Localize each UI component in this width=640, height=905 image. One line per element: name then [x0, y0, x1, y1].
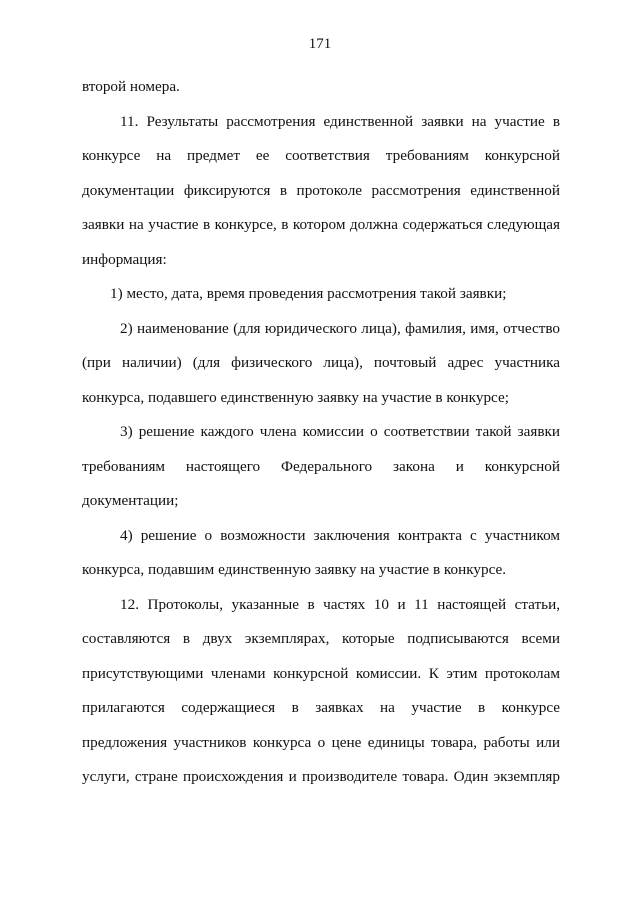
paragraph-subitem-1: 1) место, дата, время проведения рассмотрения такой заявки; — [110, 285, 507, 302]
paragraph-continuation: второй номера. — [82, 78, 180, 95]
paragraph-subitem-2: 2) наименование (для юридического лица), фамилия, имя, отчество (при наличии) (для физического лица), почтовый адрес участника конкурса, подавшего единственную заявку на участие в конкурсе; — [82, 319, 560, 406]
page-number: 171 — [308, 36, 332, 52]
paragraph-subitem-4: 4) решение о возможности заключения контракта с участником конкурса, подавшим единственную заявку на участие в конкурсе. — [82, 526, 560, 578]
paragraph-item-11: 11. Результаты рассмотрения единственной заявки на участие в конкурсе на предмет ее соответствия требованиям конкурсной документации фиксируются в протоколе рассмотрения единственной заявки на участие в конкурсе, в котором должна содержаться следующая информация: — [82, 112, 560, 268]
document-body — [82, 70, 560, 795]
paragraph-item-12: 12. Протоколы, указанные в частях 10 и 11 настоящей статьи, составляются в двух экземплярах, которые подписываются всеми присутствующими членами конкурсной комиссии. К этим протоколам прилагаются содержащиеся в заявках на участие в конкурсе предложения участников конкурса о цене единицы товара, работы или услуги, стране происхождения и производителе товара. Один экземпляр — [82, 595, 560, 785]
paragraph-subitem-3: 3) решение каждого члена комиссии о соответствии такой заявки требованиям настоящего Федерального закона и конкурсной документации; — [82, 423, 560, 509]
